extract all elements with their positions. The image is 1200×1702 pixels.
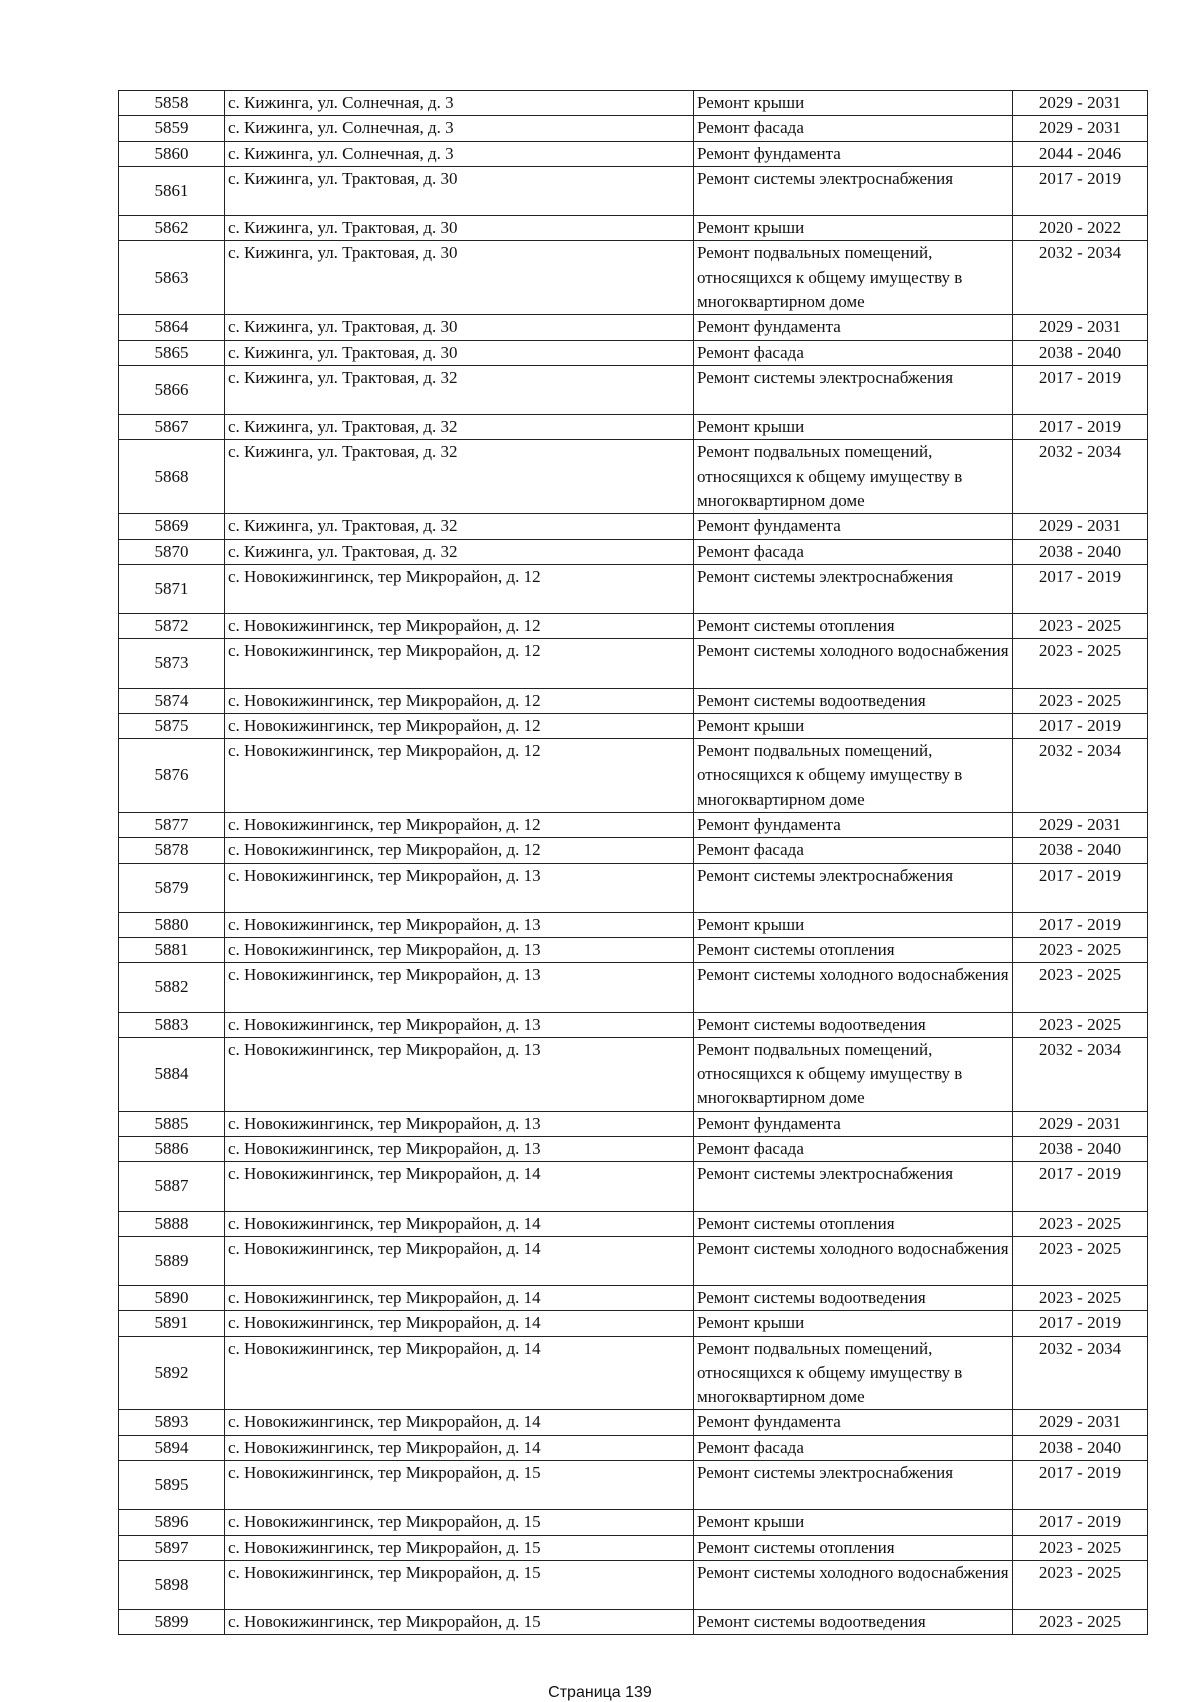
table-row bbox=[119, 1012, 1148, 1037]
row-years: 2029 - 2031 bbox=[1013, 1410, 1148, 1435]
table-row bbox=[119, 812, 1148, 837]
row-address: с. Новокижингинск, тер Микрорайон, д. 12 bbox=[225, 688, 694, 713]
table-row bbox=[119, 440, 1148, 514]
row-number: 5860 bbox=[119, 141, 225, 166]
table-row bbox=[119, 241, 1148, 315]
row-years: 2029 - 2031 bbox=[1013, 91, 1148, 116]
row-work-type: Ремонт системы электроснабжения bbox=[694, 365, 1013, 414]
table-row bbox=[119, 1535, 1148, 1560]
table-row bbox=[119, 912, 1148, 937]
row-years: 2017 - 2019 bbox=[1013, 1162, 1148, 1211]
table-row bbox=[119, 863, 1148, 912]
table-row bbox=[119, 1410, 1148, 1435]
row-number: 5891 bbox=[119, 1311, 225, 1336]
row-years: 2023 - 2025 bbox=[1013, 1211, 1148, 1236]
table-row bbox=[119, 1560, 1148, 1609]
row-years: 2038 - 2040 bbox=[1013, 340, 1148, 365]
row-address: с. Новокижингинск, тер Микрорайон, д. 14 bbox=[225, 1311, 694, 1336]
row-number: 5893 bbox=[119, 1410, 225, 1435]
row-address: с. Кижинга, ул. Трактовая, д. 32 bbox=[225, 365, 694, 414]
row-years: 2020 - 2022 bbox=[1013, 216, 1148, 241]
row-work-type: Ремонт системы электроснабжения bbox=[694, 1461, 1013, 1510]
table-row bbox=[119, 141, 1148, 166]
table-row bbox=[119, 1236, 1148, 1285]
row-address: с. Кижинга, ул. Солнечная, д. 3 bbox=[225, 116, 694, 141]
row-years: 2017 - 2019 bbox=[1013, 863, 1148, 912]
row-years: 2029 - 2031 bbox=[1013, 116, 1148, 141]
row-work-type: Ремонт системы электроснабжения bbox=[694, 863, 1013, 912]
table-row bbox=[119, 415, 1148, 440]
row-address: с. Новокижингинск, тер Микрорайон, д. 12 bbox=[225, 713, 694, 738]
row-years: 2017 - 2019 bbox=[1013, 415, 1148, 440]
row-work-type: Ремонт системы холодного водоснабжения bbox=[694, 1236, 1013, 1285]
row-number: 5870 bbox=[119, 539, 225, 564]
works-table bbox=[118, 90, 1148, 1635]
row-work-type: Ремонт крыши bbox=[694, 912, 1013, 937]
row-address: с. Кижинга, ул. Трактовая, д. 32 bbox=[225, 415, 694, 440]
row-work-type: Ремонт системы отопления bbox=[694, 1535, 1013, 1560]
table-row bbox=[119, 116, 1148, 141]
row-address: с. Новокижингинск, тер Микрорайон, д. 15 bbox=[225, 1461, 694, 1510]
row-work-type: Ремонт крыши bbox=[694, 91, 1013, 116]
row-work-type: Ремонт фасада bbox=[694, 539, 1013, 564]
row-work-type: Ремонт фасада bbox=[694, 1137, 1013, 1162]
row-years: 2023 - 2025 bbox=[1013, 1012, 1148, 1037]
row-work-type: Ремонт крыши bbox=[694, 216, 1013, 241]
row-number: 5878 bbox=[119, 838, 225, 863]
row-number: 5881 bbox=[119, 938, 225, 963]
table-row bbox=[119, 1037, 1148, 1111]
row-years: 2017 - 2019 bbox=[1013, 564, 1148, 613]
row-number: 5899 bbox=[119, 1610, 225, 1635]
table-row bbox=[119, 1610, 1148, 1635]
row-work-type: Ремонт системы холодного водоснабжения bbox=[694, 963, 1013, 1012]
row-address: с. Новокижингинск, тер Микрорайон, д. 15 bbox=[225, 1510, 694, 1535]
row-work-type: Ремонт фасада bbox=[694, 838, 1013, 863]
row-work-type: Ремонт крыши bbox=[694, 1510, 1013, 1535]
row-number: 5859 bbox=[119, 116, 225, 141]
row-work-type: Ремонт системы электроснабжения bbox=[694, 564, 1013, 613]
table-row bbox=[119, 688, 1148, 713]
row-years: 2032 - 2034 bbox=[1013, 440, 1148, 514]
table-row bbox=[119, 91, 1148, 116]
table-row bbox=[119, 539, 1148, 564]
row-address: с. Кижинга, ул. Трактовая, д. 32 bbox=[225, 539, 694, 564]
row-work-type: Ремонт системы водоотведения bbox=[694, 1610, 1013, 1635]
row-years: 2023 - 2025 bbox=[1013, 1286, 1148, 1311]
table-row bbox=[119, 614, 1148, 639]
row-address: с. Кижинга, ул. Трактовая, д. 30 bbox=[225, 166, 694, 215]
row-years: 2032 - 2034 bbox=[1013, 1336, 1148, 1410]
row-address: с. Новокижингинск, тер Микрорайон, д. 15 bbox=[225, 1610, 694, 1635]
row-address: с. Новокижингинск, тер Микрорайон, д. 14 bbox=[225, 1211, 694, 1236]
row-address: с. Новокижингинск, тер Микрорайон, д. 13 bbox=[225, 1111, 694, 1136]
row-number: 5874 bbox=[119, 688, 225, 713]
table-row bbox=[119, 1336, 1148, 1410]
row-work-type: Ремонт системы электроснабжения bbox=[694, 166, 1013, 215]
table-row bbox=[119, 1162, 1148, 1211]
row-number: 5898 bbox=[119, 1560, 225, 1609]
row-years: 2017 - 2019 bbox=[1013, 166, 1148, 215]
table-row bbox=[119, 1461, 1148, 1510]
row-number: 5879 bbox=[119, 863, 225, 912]
row-address: с. Новокижингинск, тер Микрорайон, д. 13 bbox=[225, 938, 694, 963]
row-number: 5877 bbox=[119, 812, 225, 837]
row-number: 5890 bbox=[119, 1286, 225, 1311]
row-address: с. Новокижингинск, тер Микрорайон, д. 13 bbox=[225, 863, 694, 912]
table-row bbox=[119, 166, 1148, 215]
row-number: 5873 bbox=[119, 639, 225, 688]
row-years: 2023 - 2025 bbox=[1013, 639, 1148, 688]
table-row bbox=[119, 1311, 1148, 1336]
row-work-type: Ремонт подвальных помещений, относящихся к общему имуществу в многоквартирном доме bbox=[694, 440, 1013, 514]
row-number: 5880 bbox=[119, 912, 225, 937]
table-row bbox=[119, 938, 1148, 963]
row-years: 2017 - 2019 bbox=[1013, 1510, 1148, 1535]
row-number: 5895 bbox=[119, 1461, 225, 1510]
row-number: 5867 bbox=[119, 415, 225, 440]
row-address: с. Кижинга, ул. Трактовая, д. 32 bbox=[225, 514, 694, 539]
row-address: с. Новокижингинск, тер Микрорайон, д. 12 bbox=[225, 812, 694, 837]
row-work-type: Ремонт подвальных помещений, относящихся к общему имуществу в многоквартирном доме bbox=[694, 739, 1013, 813]
row-work-type: Ремонт фундамента bbox=[694, 141, 1013, 166]
row-number: 5897 bbox=[119, 1535, 225, 1560]
row-work-type: Ремонт фундамента bbox=[694, 1111, 1013, 1136]
table-row bbox=[119, 564, 1148, 613]
row-work-type: Ремонт крыши bbox=[694, 713, 1013, 738]
row-years: 2029 - 2031 bbox=[1013, 315, 1148, 340]
table-row bbox=[119, 365, 1148, 414]
row-address: с. Новокижингинск, тер Микрорайон, д. 14 bbox=[225, 1336, 694, 1410]
table-row bbox=[119, 739, 1148, 813]
row-years: 2023 - 2025 bbox=[1013, 938, 1148, 963]
row-number: 5887 bbox=[119, 1162, 225, 1211]
row-number: 5882 bbox=[119, 963, 225, 1012]
row-address: с. Новокижингинск, тер Микрорайон, д. 12 bbox=[225, 639, 694, 688]
row-years: 2023 - 2025 bbox=[1013, 1236, 1148, 1285]
row-work-type: Ремонт фундамента bbox=[694, 514, 1013, 539]
row-address: с. Новокижингинск, тер Микрорайон, д. 14 bbox=[225, 1162, 694, 1211]
row-address: с. Новокижингинск, тер Микрорайон, д. 14 bbox=[225, 1410, 694, 1435]
row-years: 2023 - 2025 bbox=[1013, 1610, 1148, 1635]
row-years: 2017 - 2019 bbox=[1013, 713, 1148, 738]
row-number: 5894 bbox=[119, 1435, 225, 1460]
row-years: 2032 - 2034 bbox=[1013, 241, 1148, 315]
row-work-type: Ремонт системы электроснабжения bbox=[694, 1162, 1013, 1211]
row-years: 2038 - 2040 bbox=[1013, 539, 1148, 564]
table-row bbox=[119, 1286, 1148, 1311]
row-years: 2044 - 2046 bbox=[1013, 141, 1148, 166]
row-years: 2023 - 2025 bbox=[1013, 963, 1148, 1012]
row-years: 2023 - 2025 bbox=[1013, 688, 1148, 713]
row-number: 5865 bbox=[119, 340, 225, 365]
row-work-type: Ремонт фасада bbox=[694, 340, 1013, 365]
row-address: с. Новокижингинск, тер Микрорайон, д. 14 bbox=[225, 1435, 694, 1460]
row-number: 5884 bbox=[119, 1037, 225, 1111]
page-number: Страница 139 bbox=[548, 1684, 652, 1701]
row-address: с. Новокижингинск, тер Микрорайон, д. 15 bbox=[225, 1535, 694, 1560]
row-number: 5892 bbox=[119, 1336, 225, 1410]
row-address: с. Новокижингинск, тер Микрорайон, д. 13 bbox=[225, 1137, 694, 1162]
row-number: 5889 bbox=[119, 1236, 225, 1285]
row-address: с. Новокижингинск, тер Микрорайон, д. 12 bbox=[225, 614, 694, 639]
table-row bbox=[119, 1435, 1148, 1460]
row-number: 5876 bbox=[119, 739, 225, 813]
row-years: 2029 - 2031 bbox=[1013, 1111, 1148, 1136]
row-years: 2032 - 2034 bbox=[1013, 1037, 1148, 1111]
row-years: 2029 - 2031 bbox=[1013, 514, 1148, 539]
row-work-type: Ремонт фундамента bbox=[694, 812, 1013, 837]
row-years: 2029 - 2031 bbox=[1013, 812, 1148, 837]
row-work-type: Ремонт системы отопления bbox=[694, 614, 1013, 639]
table-row bbox=[119, 963, 1148, 1012]
table-row bbox=[119, 713, 1148, 738]
row-work-type: Ремонт крыши bbox=[694, 1311, 1013, 1336]
row-number: 5886 bbox=[119, 1137, 225, 1162]
row-address: с. Кижинга, ул. Трактовая, д. 32 bbox=[225, 440, 694, 514]
row-number: 5861 bbox=[119, 166, 225, 215]
row-work-type: Ремонт системы холодного водоснабжения bbox=[694, 639, 1013, 688]
row-number: 5875 bbox=[119, 713, 225, 738]
row-number: 5888 bbox=[119, 1211, 225, 1236]
table-row bbox=[119, 639, 1148, 688]
works-table-body bbox=[119, 91, 1148, 1635]
row-years: 2017 - 2019 bbox=[1013, 1461, 1148, 1510]
row-address: с. Кижинга, ул. Трактовая, д. 30 bbox=[225, 216, 694, 241]
row-number: 5896 bbox=[119, 1510, 225, 1535]
row-number: 5864 bbox=[119, 315, 225, 340]
table-row bbox=[119, 216, 1148, 241]
row-address: с. Кижинга, ул. Солнечная, д. 3 bbox=[225, 141, 694, 166]
row-number: 5866 bbox=[119, 365, 225, 414]
row-address: с. Новокижингинск, тер Микрорайон, д. 13 bbox=[225, 963, 694, 1012]
row-work-type: Ремонт подвальных помещений, относящихся к общему имуществу в многоквартирном доме bbox=[694, 241, 1013, 315]
row-work-type: Ремонт фундамента bbox=[694, 315, 1013, 340]
row-years: 2017 - 2019 bbox=[1013, 1311, 1148, 1336]
row-years: 2023 - 2025 bbox=[1013, 614, 1148, 639]
row-work-type: Ремонт системы холодного водоснабжения bbox=[694, 1560, 1013, 1609]
row-address: с. Новокижингинск, тер Микрорайон, д. 13 bbox=[225, 1037, 694, 1111]
row-number: 5868 bbox=[119, 440, 225, 514]
row-years: 2023 - 2025 bbox=[1013, 1535, 1148, 1560]
row-number: 5872 bbox=[119, 614, 225, 639]
row-work-type: Ремонт подвальных помещений, относящихся к общему имуществу в многоквартирном доме bbox=[694, 1336, 1013, 1410]
row-work-type: Ремонт системы водоотведения bbox=[694, 1286, 1013, 1311]
row-number: 5883 bbox=[119, 1012, 225, 1037]
row-address: с. Новокижингинск, тер Микрорайон, д. 14 bbox=[225, 1286, 694, 1311]
row-address: с. Новокижингинск, тер Микрорайон, д. 15 bbox=[225, 1560, 694, 1609]
table-row bbox=[119, 838, 1148, 863]
table-row bbox=[119, 1211, 1148, 1236]
row-work-type: Ремонт системы отопления bbox=[694, 1211, 1013, 1236]
row-years: 2038 - 2040 bbox=[1013, 838, 1148, 863]
row-number: 5858 bbox=[119, 91, 225, 116]
row-address: с. Новокижингинск, тер Микрорайон, д. 12 bbox=[225, 739, 694, 813]
row-address: с. Новокижингинск, тер Микрорайон, д. 14 bbox=[225, 1236, 694, 1285]
row-address: с. Новокижингинск, тер Микрорайон, д. 13 bbox=[225, 1012, 694, 1037]
row-years: 2017 - 2019 bbox=[1013, 912, 1148, 937]
row-address: с. Кижинга, ул. Трактовая, д. 30 bbox=[225, 241, 694, 315]
table-row bbox=[119, 1137, 1148, 1162]
row-address: с. Новокижингинск, тер Микрорайон, д. 12 bbox=[225, 564, 694, 613]
row-address: с. Кижинга, ул. Трактовая, д. 30 bbox=[225, 340, 694, 365]
row-number: 5869 bbox=[119, 514, 225, 539]
row-address: с. Новокижингинск, тер Микрорайон, д. 13 bbox=[225, 912, 694, 937]
row-work-type: Ремонт системы отопления bbox=[694, 938, 1013, 963]
row-work-type: Ремонт крыши bbox=[694, 415, 1013, 440]
row-number: 5863 bbox=[119, 241, 225, 315]
row-work-type: Ремонт фасада bbox=[694, 116, 1013, 141]
table-row bbox=[119, 1111, 1148, 1136]
table-row bbox=[119, 514, 1148, 539]
row-number: 5862 bbox=[119, 216, 225, 241]
row-years: 2038 - 2040 bbox=[1013, 1435, 1148, 1460]
row-work-type: Ремонт системы водоотведения bbox=[694, 688, 1013, 713]
table-row bbox=[119, 340, 1148, 365]
row-work-type: Ремонт фасада bbox=[694, 1435, 1013, 1460]
row-number: 5871 bbox=[119, 564, 225, 613]
row-years: 2017 - 2019 bbox=[1013, 365, 1148, 414]
row-number: 5885 bbox=[119, 1111, 225, 1136]
row-work-type: Ремонт системы водоотведения bbox=[694, 1012, 1013, 1037]
row-years: 2032 - 2034 bbox=[1013, 739, 1148, 813]
row-address: с. Новокижингинск, тер Микрорайон, д. 12 bbox=[225, 838, 694, 863]
table-row bbox=[119, 1510, 1148, 1535]
row-address: с. Кижинга, ул. Солнечная, д. 3 bbox=[225, 91, 694, 116]
row-work-type: Ремонт фундамента bbox=[694, 1410, 1013, 1435]
row-years: 2038 - 2040 bbox=[1013, 1137, 1148, 1162]
row-work-type: Ремонт подвальных помещений, относящихся к общему имуществу в многоквартирном доме bbox=[694, 1037, 1013, 1111]
row-years: 2023 - 2025 bbox=[1013, 1560, 1148, 1609]
table-row bbox=[119, 315, 1148, 340]
row-address: с. Кижинга, ул. Трактовая, д. 30 bbox=[225, 315, 694, 340]
